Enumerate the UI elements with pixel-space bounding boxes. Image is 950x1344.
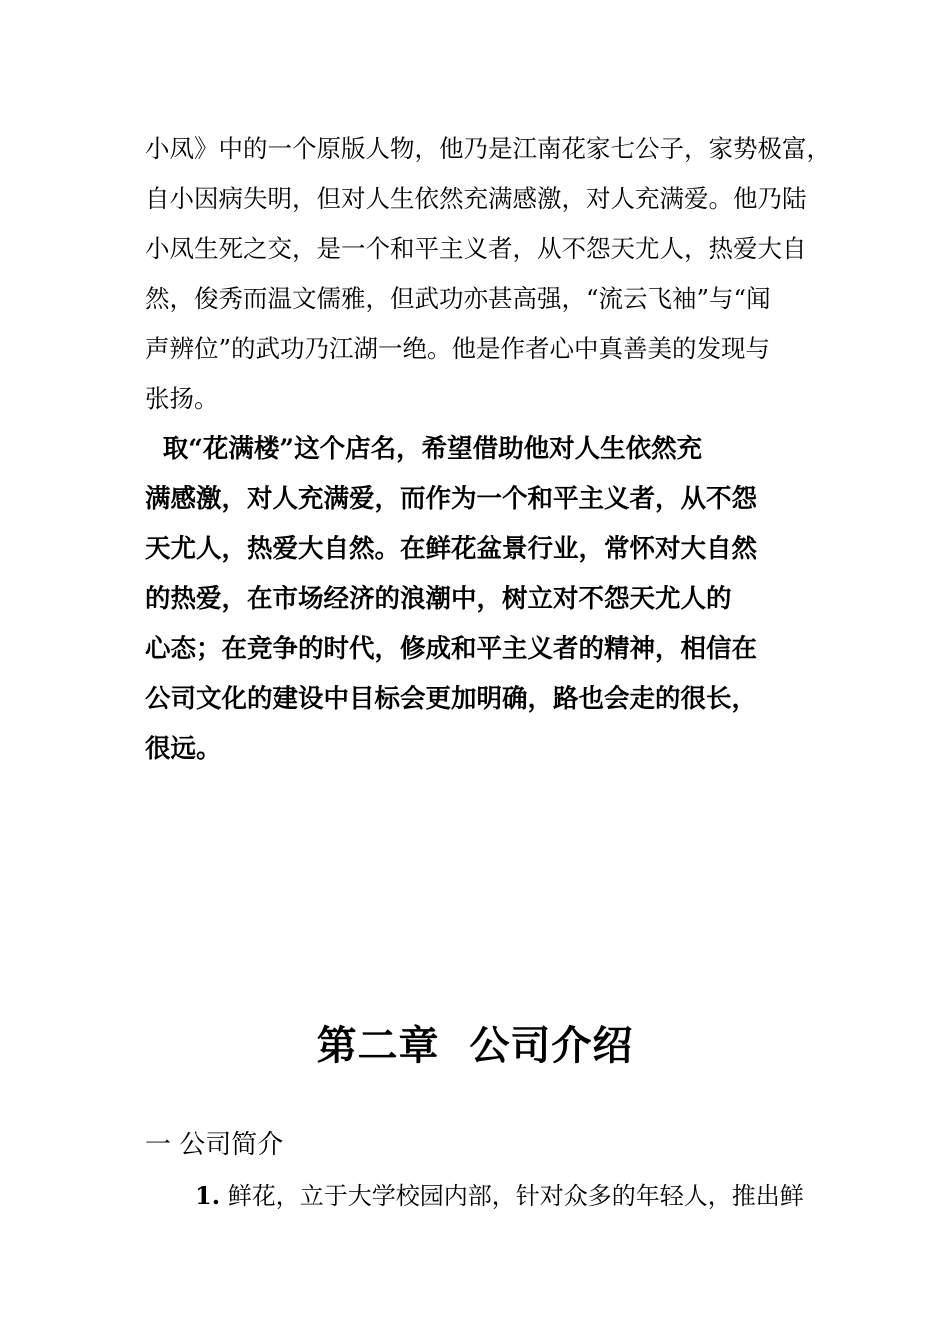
paragraph-line: 然，俊秀而温文儒雅，但武功亦甚高强，“流云飞袖”与“闻: [145, 284, 771, 313]
paragraph-line: 张扬。: [145, 384, 219, 413]
paragraph-line: 很远。: [145, 734, 222, 764]
paragraph-line: 小凤生死之交，是一个和平主义者，从不怨天尤人，热爱大自: [145, 234, 807, 263]
list-item: [195, 1174, 804, 1218]
chapter-title: 第二章 公司介绍: [316, 1022, 634, 1069]
paragraph-line: 满感激，对人充满爱，而作为一个和平主义者，从不怨: [145, 484, 758, 514]
list-item-text: 鲜花，立于大学校园内部，针对众多的年轻人，推出鲜: [220, 1182, 804, 1210]
paragraph-line: 天尤人，热爱大自然。在鲜花盆景行业，常怀对大自然: [145, 534, 758, 564]
paragraph-line: 小凤》中的一个原版人物，他乃是江南花家七公子，家势极富，: [145, 134, 831, 163]
paragraph-line: 的热爱，在市场经济的浪潮中，树立对不怨天尤人的: [145, 584, 732, 614]
paragraph-line: 自小因病失明，但对人生依然充满感激，对人充满爱。他乃陆: [145, 184, 807, 213]
paragraph-line: 心态；在竞争的时代，修成和平主义者的精神，相信在: [145, 634, 758, 664]
section-title: 一 公司简介: [145, 1130, 284, 1160]
paragraph-line: 公司文化的建设中目标会更加明确，路也会走的很长，: [145, 684, 758, 714]
paragraph-line: 取“花满楼”这个店名，希望借助他对人生依然充: [145, 434, 703, 464]
list-item-number: 1.: [195, 1181, 221, 1210]
paragraph-line: 声辨位”的武功乃江湖一绝。他是作者心中真善美的发现与: [145, 334, 771, 363]
